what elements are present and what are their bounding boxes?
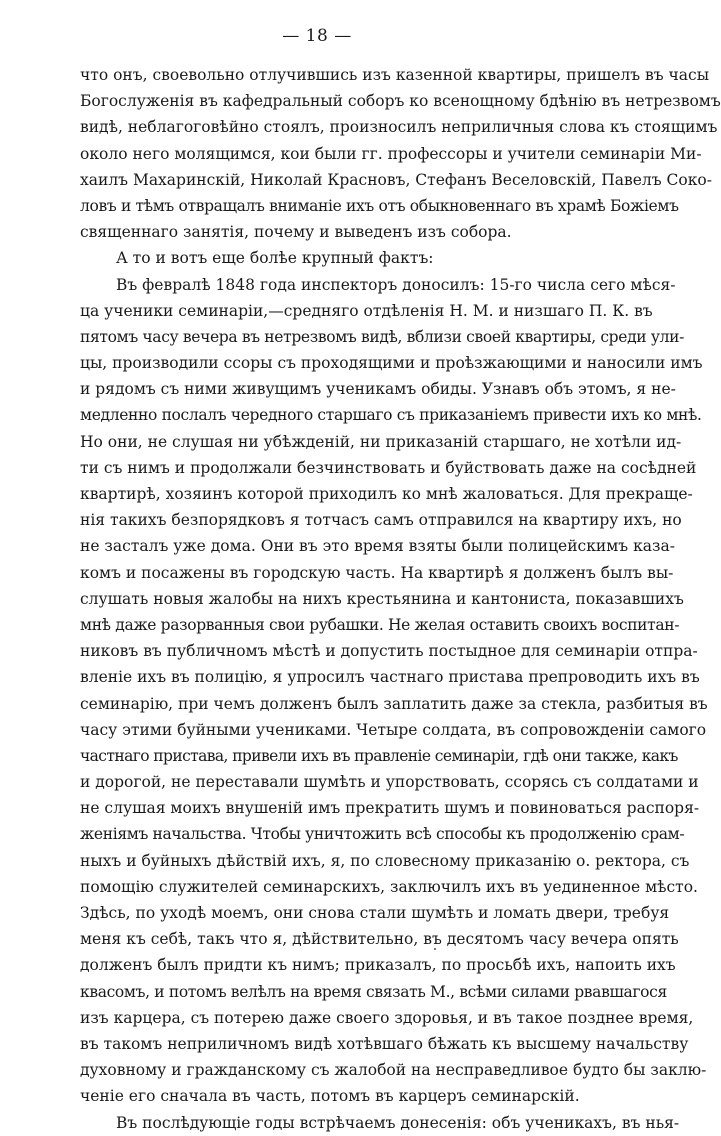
text-line: около него молящимся, кои были гг. профессоры и учители семинаріи Ми- [80, 144, 702, 163]
text-line: часу этими буйными учениками. Четыре солдата, въ сопровожденіи самого [80, 720, 707, 739]
text-line: и рядомъ съ ними живущимъ ученикамъ обиды. Узнавъ объ этомъ, я не- [80, 380, 676, 399]
text-line: не засталъ уже дома. Они въ это время взяты были полицейскимъ каза- [80, 537, 675, 556]
text-line: и дорогой, не переставали шумѣть и упорствовать, ссорясь съ солдатами и [80, 773, 699, 792]
page-number: — 18 — [282, 26, 352, 46]
text-line: мнѣ даже разорванныя свои рубашки. Не желая оставить своихъ воспитан- [80, 615, 680, 634]
text-line: Но они, не слушая ни убѣжденій, ни приказаній старшаго, не хотѣли ид- [80, 432, 682, 451]
text-line: квартирѣ, хозяинъ которой приходилъ ко мнѣ жаловаться. Для прекраще- [80, 485, 693, 503]
text-line: не слушая моихъ внушеній имъ прекратить шумъ и повиноваться распоря- [80, 799, 700, 818]
text-line: ныхъ и буйныхъ дѣйствій ихъ, я, по словесному приказанію о. ректора, съ [80, 851, 690, 870]
paragraph-start-line: Въ февралѣ 1848 года инспекторъ доносилъ: 15-го числа сего мѣся- [116, 275, 676, 294]
text-line: Богослуженія въ кафедральный соборъ ко всенощному бдѣнію въ нетрезвомъ [80, 92, 721, 111]
text-line: частнаго пристава, привели ихъ въ правленіе семинаріи, гдѣ они также, какъ [80, 746, 678, 765]
text-line: вленіе ихъ въ полицію, я упросилъ частнаго пристава препроводить ихъ въ [80, 668, 700, 687]
text-line: ца ученики семинаріи,—средняго отдѣленія Н. М. и низшаго П. К. въ [80, 301, 653, 320]
text-line: помощію служителей семинарскихъ, заключилъ ихъ въ уединенное мѣсто. [80, 877, 698, 896]
print-speck [434, 948, 436, 950]
text-line: ловъ и тѣмъ отвращалъ вниманіе ихъ отъ обыкновеннаго въ храмѣ Божіемъ [80, 196, 679, 215]
text-line: ченіе его сначала въ часть, потомъ въ карцеръ семинарскій. [80, 1087, 580, 1106]
text-line: никовъ въ публичномъ мѣстѣ и допустить постыдное для семинаріи отпра- [80, 642, 698, 661]
text-line: духовному и гражданскому съ жалобой на несправедливое будто бы заклю- [80, 1061, 707, 1080]
body-text [80, 62, 721, 1136]
text-line: Здѣсь, по уходѣ моемъ, они снова стали шумѣть и ломать двери, требуя [80, 904, 670, 922]
text-line: пятомъ часу вечера въ нетрезвомъ видѣ, вблизи своей квартиры, среди ули- [80, 327, 684, 346]
text-line: семинарію, при чемъ долженъ былъ заплатить даже за стекла, разбитыя въ [80, 694, 708, 713]
text-line: цы, производили ссоры съ проходящими и проѣзжающими и наносили имъ [80, 354, 703, 373]
text-line: хаилъ Махаринскій, Николай Красновъ, Стефанъ Веселовскій, Павелъ Соко- [80, 170, 712, 189]
text-line: нія такихъ безпорядковъ я тотчасъ самъ отправился на квартиру ихъ, но [80, 511, 682, 530]
text-line: изъ карцера, съ потерею даже своего здоровья, и въ такое позднее время, [80, 1008, 694, 1027]
paragraph-start-line: А то и вотъ еще болѣе крупный фактъ: [116, 249, 434, 268]
text-line: меня къ себѣ, такъ что я, дѣйствительно, въ десятомъ часу вечера опять [80, 930, 679, 949]
text-line: долженъ былъ придти къ нимъ; приказалъ, по просьбѣ ихъ, напоить ихъ [80, 956, 676, 975]
text-line: ти съ нимъ и продолжали безчинствовать и буйствовать даже на сосѣдней [80, 458, 697, 477]
text-line: священнаго занятія, почему и выведенъ изъ собора. [80, 223, 512, 242]
text-line: медленно послалъ чередного старшаго съ приказаніемъ привести ихъ ко мнѣ. [80, 406, 702, 425]
text-line: квасомъ, и потомъ велѣлъ на время связать М., всѣми силами рвавшагося [80, 982, 667, 1001]
text-line: въ такомъ неприличномъ видѣ хотѣвшаго бѣжать къ высшему начальству [80, 1034, 689, 1053]
text-line: слушать новыя жалобы на нихъ крестьянина и кантониста, показавшихъ [80, 589, 684, 608]
text-line: что онъ, своевольно отлучившись изъ казенной квартиры, пришелъ въ часы [80, 66, 710, 84]
text-line: комъ и посажены въ городскую часть. На квартирѣ я долженъ былъ вы- [80, 563, 674, 582]
text-line: видѣ, неблагоговѣйно стоялъ, произносилъ неприличныя слова къ стоящимъ [80, 118, 718, 137]
paragraph-start-line: Въ послѣдующіе годы встрѣчаемъ донесенія: объ ученикахъ, въ нья- [116, 1113, 680, 1132]
text-line: женіямъ начальства. Чтобы уничтожить всѣ способы къ продолженію срам- [80, 825, 685, 844]
